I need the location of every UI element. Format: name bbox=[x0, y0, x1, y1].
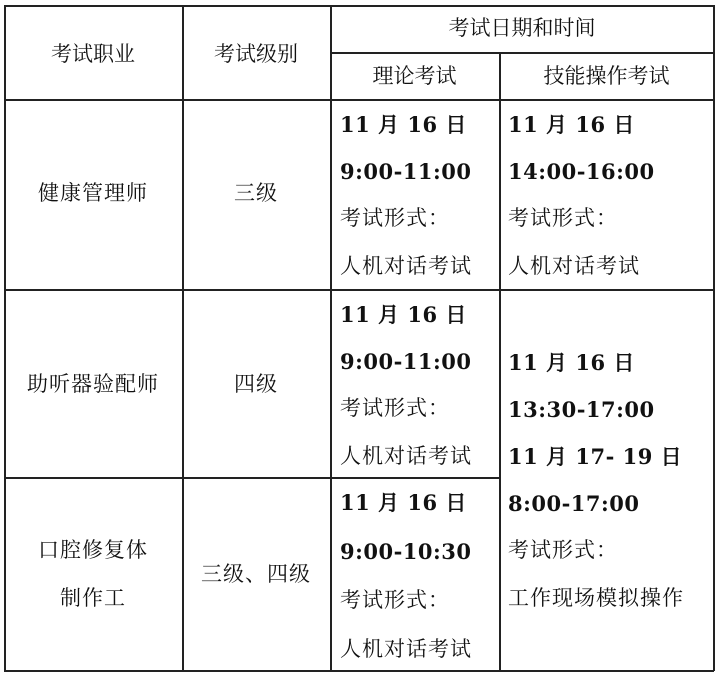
row2-theory-form-label: 考试形式： bbox=[340, 396, 450, 420]
table-border-top bbox=[4, 5, 714, 7]
header-date-time: 考试日期和时间 bbox=[448, 16, 596, 40]
row1-level: 三级 bbox=[234, 181, 278, 205]
header-theory: 理论考试 bbox=[372, 64, 457, 88]
row1-occupation: 健康管理师 bbox=[38, 181, 148, 205]
row1-theory-form-value: 人机对话考试 bbox=[340, 254, 472, 278]
row1-skill-form-value: 人机对话考试 bbox=[508, 254, 640, 278]
merged-skill-time-2: 8:00-17:00 bbox=[508, 491, 640, 516]
header-occupation: 考试职业 bbox=[51, 42, 135, 66]
row1-theory-cell bbox=[340, 114, 498, 284]
row3-theory-form-value: 人机对话考试 bbox=[340, 637, 472, 661]
row1-theory-date: 11 月 16 日 bbox=[340, 112, 467, 137]
merged-skill-form-value: 工作现场模拟操作 bbox=[508, 586, 684, 610]
header-level: 考试级别 bbox=[214, 42, 298, 66]
table-border-bottom bbox=[4, 670, 714, 672]
row3-occupation-line1: 口腔修复体 bbox=[38, 538, 148, 562]
table-border-left bbox=[4, 5, 6, 671]
row1-bottom-border bbox=[4, 289, 714, 291]
row2-bottom-border bbox=[4, 477, 500, 479]
row1-skill-form-label: 考试形式： bbox=[508, 206, 618, 230]
row2-occupation: 助听器验配师 bbox=[27, 372, 159, 396]
row1-skill-cell bbox=[508, 114, 708, 284]
col-divider-2 bbox=[330, 5, 332, 671]
row3-theory-form-label: 考试形式： bbox=[340, 588, 450, 612]
row1-skill-date: 11 月 16 日 bbox=[508, 112, 635, 137]
row3-occupation-line2: 制作工 bbox=[60, 586, 126, 610]
col-divider-3 bbox=[499, 52, 501, 671]
merged-skill-cell bbox=[508, 350, 708, 610]
header-skill: 技能操作考试 bbox=[543, 64, 670, 88]
merged-skill-time-1: 13:30-17:00 bbox=[508, 397, 655, 422]
header-bottom-border bbox=[4, 99, 714, 101]
row2-level: 四级 bbox=[234, 372, 278, 396]
row2-theory-cell bbox=[340, 304, 498, 474]
header-date-divider bbox=[330, 52, 714, 54]
row1-theory-form-label: 考试形式： bbox=[340, 206, 450, 230]
row3-theory-cell bbox=[340, 492, 498, 667]
row3-level: 三级、四级 bbox=[201, 562, 311, 586]
row2-theory-date: 11 月 16 日 bbox=[340, 302, 467, 327]
merged-skill-date-2: 11 月 17- 19 日 bbox=[508, 444, 683, 469]
row2-theory-form-value: 人机对话考试 bbox=[340, 444, 472, 468]
row3-theory-date: 11 月 16 日 bbox=[340, 490, 467, 515]
row2-theory-time: 9:00-11:00 bbox=[340, 349, 472, 374]
table-border-right bbox=[713, 5, 715, 671]
row1-skill-time: 14:00-16:00 bbox=[508, 159, 655, 184]
row3-theory-time: 9:00-10:30 bbox=[340, 539, 472, 564]
merged-skill-form-label: 考试形式： bbox=[508, 538, 618, 562]
row1-theory-time: 9:00-11:00 bbox=[340, 159, 472, 184]
merged-skill-date-1: 11 月 16 日 bbox=[508, 350, 635, 375]
